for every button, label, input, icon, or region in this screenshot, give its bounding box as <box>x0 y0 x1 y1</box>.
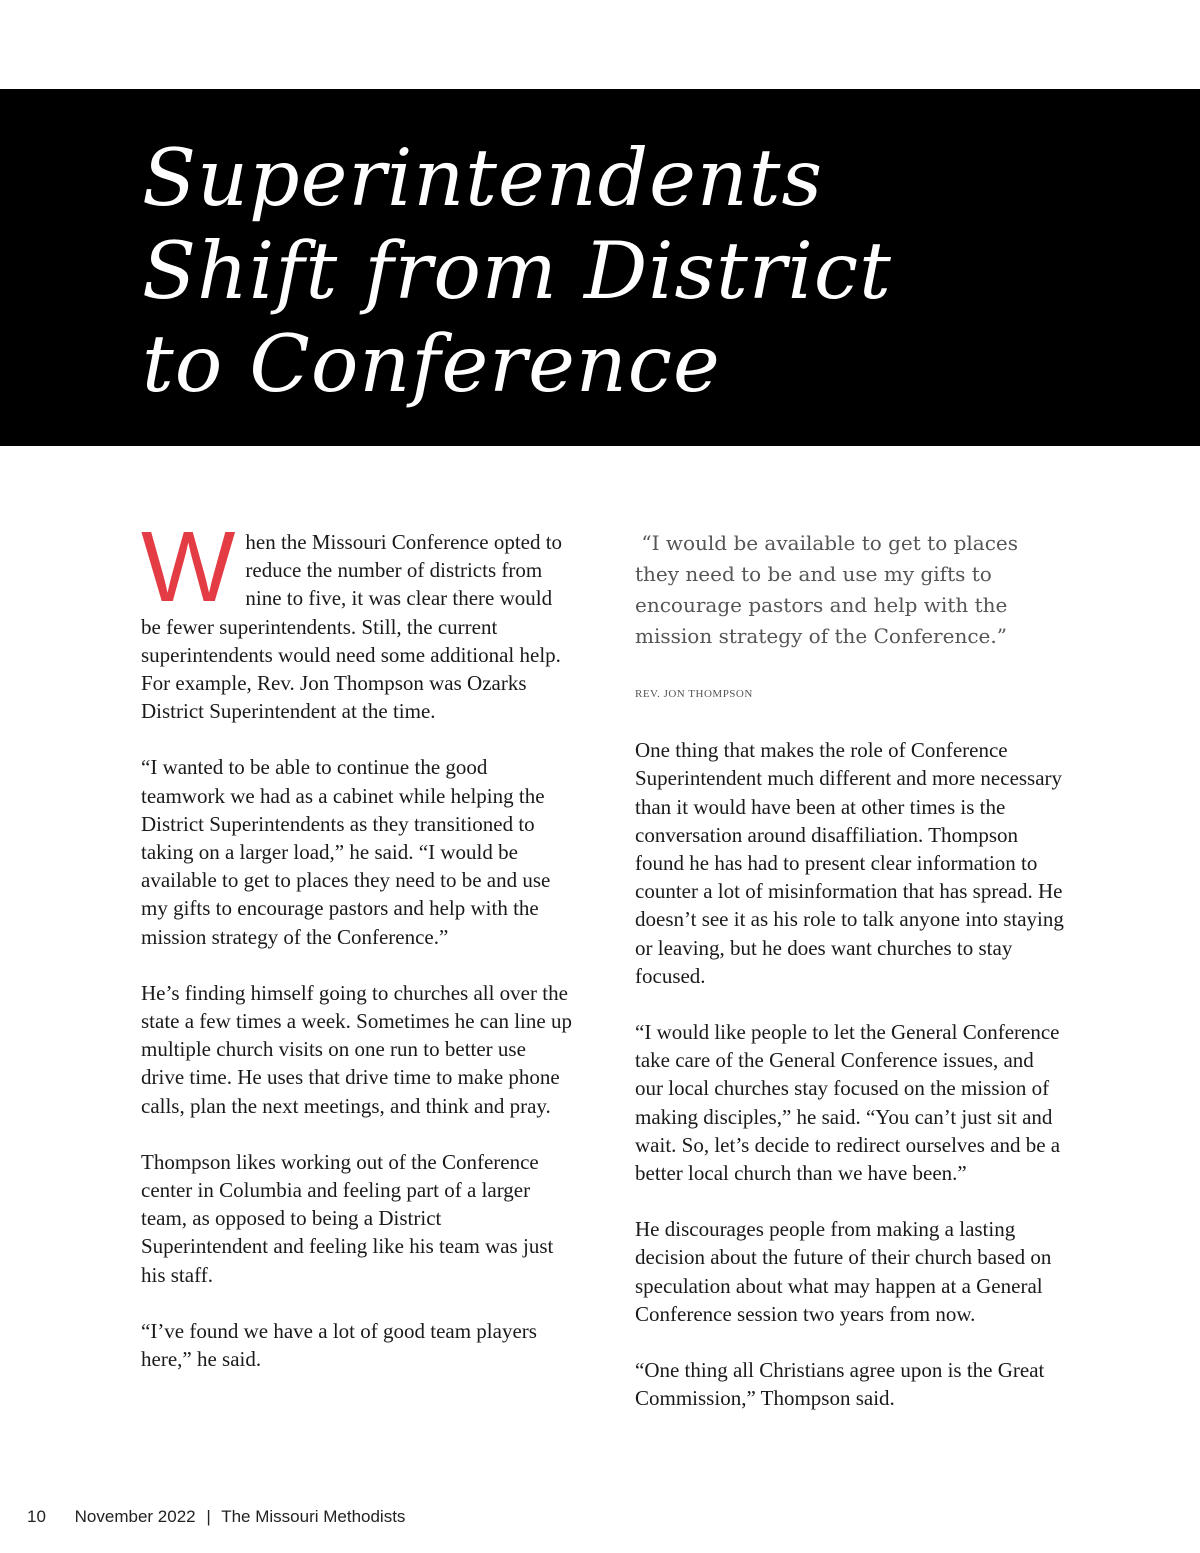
footer-separator: | <box>206 1507 211 1526</box>
body-paragraph: He discourages people from making a lasting decision about the future of their church based on speculation about what may happen at a General Conference session two years from now. <box>635 1217 1052 1326</box>
body-paragraph: “I wanted to be able to continue the good teamwork we had as a cabinet while helping the District Superintendents as they transitioned to taking on a larger load,” he said. “I would be available to get to places they need to be and use my gifts to encourage pastors and help with the mission strategy of the Conference.” <box>141 755 551 949</box>
left-column <box>141 511 573 1401</box>
right-column <box>635 528 1065 1440</box>
body-paragraph: “I would like people to let the General Conference take care of the General Conference issues, and our local churches stay focused on the mission of making disciples,” he said. “You can’t just sit and wait. So, let’s decide to redirect ourselves and be a better local church than we have been.” <box>635 1020 1061 1186</box>
article-headline <box>142 132 892 411</box>
pull-quote: “I would be available to get to places they need to be and use my gifts to encourage pastors and help with the mission strategy of the Conference.” <box>635 531 1025 648</box>
headline-line-3: to Conference <box>142 318 721 410</box>
body-paragraph: “One thing all Christians agree upon is the Great Commission,” Thompson said. <box>635 1358 1045 1411</box>
page-footer <box>27 1507 405 1527</box>
pull-quote-attribution: REV. JON THOMPSON <box>635 688 753 700</box>
drop-cap: W <box>141 511 236 623</box>
body-paragraph: He’s finding himself going to churches all over the state a few times a week. Sometimes he can line up multiple church visits on one run to better use drive time. He uses that drive time to make phone calls, plan the next meetings, and think and pray. <box>141 980 572 1118</box>
page-number: 10 <box>27 1507 46 1526</box>
body-paragraph <box>141 511 573 725</box>
issue-date: November 2022 <box>74 1507 196 1526</box>
paragraph-text: hen the Missouri Conference opted to reduce the number of districts from nine to five, it was clear there would be fewer superintendents. Still, the current superintendents would need some additional help. For example, Rev. Jon Thompson was Ozarks District Superintendent at the time. <box>141 530 563 724</box>
headline-line-2: Shift from District <box>142 225 892 317</box>
headline-line-1: Superintendents <box>142 132 824 224</box>
body-paragraph: One thing that makes the role of Conference Superintendent much different and more necessary than it would have been at other times is the conversation around disaffiliation. Thompson found he has had to present clear information to counter a lot of misinformation that has spread. He doesn’t see it as his role to talk anyone into staying or leaving, but he does want churches to stay focused. <box>635 738 1064 988</box>
publication-name: The Missouri Methodists <box>221 1507 406 1526</box>
body-paragraph: Thompson likes working out of the Conference center in Columbia and feeling part of a larger team, as opposed to being a District Superintendent and feeling like his team was just his staff. <box>141 1149 554 1287</box>
body-paragraph: “I’ve found we have a lot of good team players here,” he said. <box>141 1318 537 1372</box>
